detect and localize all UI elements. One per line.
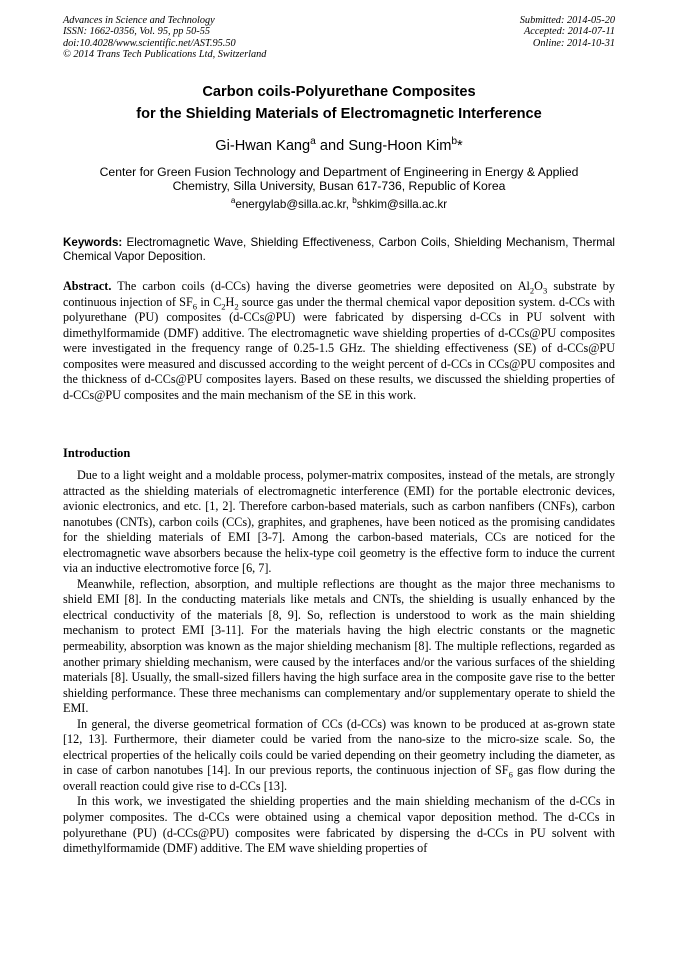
intro-subscript: 6: [508, 769, 513, 780]
author-2-affil-mark: b: [451, 136, 458, 148]
title-line-1: Carbon coils-Polyurethane Composites: [202, 84, 476, 100]
affiliation-line-2: Chemistry, Silla University, Busan 617-736, Republic of Korea: [172, 179, 506, 194]
intro-text: In general, the diverse geometrical formation of CCs (d-CCs) was known to be produced at as-grown state [12, 13]. Furthermore, their diameter could be varied from the nano-size to the micro-size scale. So, the electrical properties of the helically coils could be varied depending on their geometry including the diameter, as in case of carbon nanotubes [14]. In our previous reports, the continuous injection of SF: [63, 716, 615, 778]
introduction-body: [63, 468, 615, 857]
affiliation-line-1: Center for Green Fusion Technology and Department of Engineering in Energy & Applied: [99, 165, 579, 179]
paper-title: [40, 81, 638, 125]
issn-line: ISSN: 1662-0356, Vol. 95, pp 50-55: [63, 26, 211, 38]
author-list: [40, 137, 638, 155]
introduction-heading: Introduction: [63, 446, 131, 460]
abstract-paragraph: [63, 279, 615, 403]
abstract-subscript: 2: [529, 285, 535, 296]
email-b[interactable]: shkim@silla.ac.kr: [356, 198, 448, 211]
journal-name: Advances in Science and Technology: [63, 15, 215, 26]
intro-paragraph-1: Due to a light weight and a moldable process, polymer-matrix composites, instead of the metals, are strongly attracted as the shielding materials of electromagnetic interference (EMI) for the portable electronic devices, avionic electronics, and etc. [1, 2]. Therefore carbon-based materials, such as carbon nanfibers (CNFs), carbon nanotubes (CNTs), carbon coils (CCs), graphites, and graphenes, have been noticed as the promising candidates for the shielding materials of EMI [3-7]. Among the carbon-based materials, CCs are noticed for the electromagnetic wave absorbers because the helix-type coil geometry is the effective form to induce the current via an inductive electromotive force [6, 7].: [63, 468, 615, 576]
abstract-subscript: 6: [192, 300, 198, 311]
abstract-text: The carbon coils (d-CCs) having the diverse geometries were deposited on Al: [111, 279, 530, 293]
author-conjunction: and: [315, 138, 349, 154]
title-line-2: for the Shielding Materials of Electromagnetic Interference: [136, 106, 542, 122]
keywords: [63, 236, 615, 265]
author-1-affil-mark: a: [310, 136, 316, 148]
abstract-subscript: 3: [542, 285, 548, 296]
online-date: Online: 2014-10-31: [532, 37, 615, 49]
author-2: Sung-Hoon Kim: [348, 138, 452, 154]
abstract-text: H: [225, 294, 235, 309]
intro-text: gas flow during the overall reaction could give rise to d-CCs [13].: [63, 763, 615, 793]
abstract-text: source gas under the thermal chemical vapor deposition system. d-CCs with polyurethane (PU) composites (d-CCs@PU) were fabricated by dispersing d-CCs in PU solvent with dimethylformamide (DMF) additive. The electromagnetic wave shielding properties of d-CCs@PU composites were investigated in the frequency range of 0.25-1.5 GHz. The shielding effectiveness (SE) of d-CCs@PU composites were measured and discussed according to the weight percent of d-CCs in CCs@PU composites and the thickness of d-CCs@PU composites layers. Based on these results, we discussed the shielding properties of d-CCs@PU composites and the main mechanism of the SE in this work.: [63, 294, 616, 402]
doi-line: doi:10.4028/www.scientific.net/AST.95.50: [63, 37, 236, 49]
email-b-mark: b: [352, 196, 357, 206]
accepted-date: Accepted: 2014-07-11: [523, 26, 615, 38]
intro-paragraph-2: Meanwhile, reflection, absorption, and multiple reflections are thought as the major three mechanisms to shield EMI [8]. In the conducting materials like metals and CNTs, the shielding is usually enhanced by the electrical conductivity of the materials [8, 9]. So, reflection is understood to work as the main shielding mechanism to protect EMI [3-11]. For the materials having the high electric constants or the magnetic permeability, absorption was known as the major shielding mechanism [8]. The multiple reflections, regarded as another primary shielding mechanism, were caused by the interfaces and/or the various surfaces of the shielding materials [8]. Usually, the small-sized fillers having the high surface area in the composite gave rise to the better shielding performance. These three mechanisms can complementary and/or supplementary operate to shield the EMI.: [63, 576, 615, 716]
journal-header: [63, 15, 266, 61]
dates-header: [520, 15, 615, 49]
abstract-text: substrate by continuous injection of SF: [63, 279, 615, 309]
author-emails: [63, 198, 615, 212]
affiliation: [63, 165, 615, 194]
abstract-text: in C: [197, 294, 222, 309]
email-a-mark: a: [230, 196, 236, 206]
corresponding-mark: *: [457, 138, 463, 154]
keywords-text: Electromagnetic Wave, Shielding Effectiveness, Carbon Coils, Shielding Mechanism, Thermal Chemical Vapor Deposition.: [63, 236, 615, 264]
copyright-line: © 2014 Trans Tech Publications Ltd, Switzerland: [63, 49, 267, 61]
abstract-subscript: 2: [221, 300, 226, 311]
abstract: [63, 279, 615, 403]
abstract-text: O: [534, 279, 543, 293]
author-1: Gi-Hwan Kang: [215, 138, 311, 154]
abstract-subscript: 2: [234, 300, 239, 311]
abstract-label: Abstract.: [63, 279, 112, 293]
intro-paragraph-3: [63, 717, 615, 795]
submitted-date: Submitted: 2014-05-20: [519, 15, 615, 26]
keywords-label: Keywords:: [63, 236, 123, 249]
intro-paragraph-4: In this work, we investigated the shielding properties and the main shielding mechanism of the d-CCs in polymer composites. The d-CCs were obtained using a chemical vapor deposition method. The d-CCs in polyurethane (PU) (d-CCs@PU) composites were fabricated by dispersing the d-CCs in PU solvent with dimethylformamide (DMF) additive. The EM wave shielding properties of: [63, 794, 615, 856]
email-a[interactable]: energylab@silla.ac.kr,: [235, 198, 353, 211]
